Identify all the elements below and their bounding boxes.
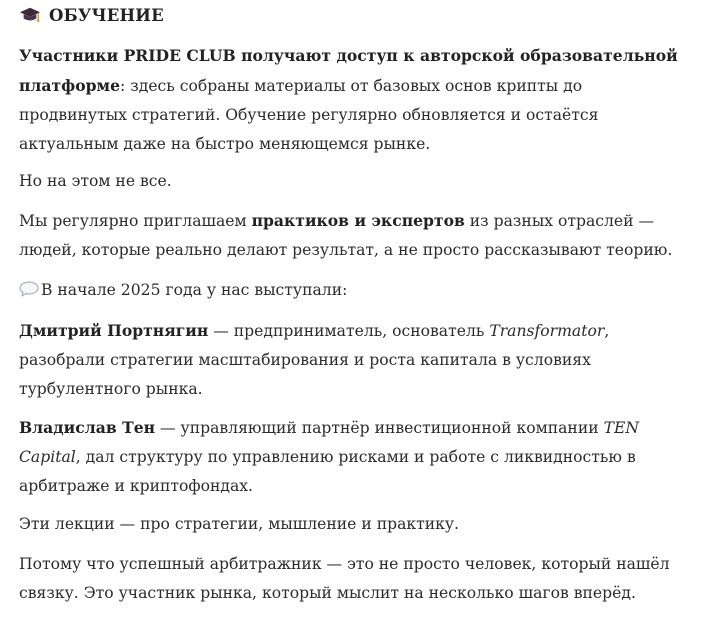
not-all-text: Но на этом не все.	[19, 172, 172, 190]
invite-bold-text: практиков и экспертов	[251, 211, 465, 230]
speaker-1-paragraph	[19, 316, 702, 404]
intro-line: актуальным даже на быстро меняющемся рынке.	[19, 135, 431, 153]
invite-line: людей, которые реально делают результат, а не просто рассказывают теорию.	[19, 241, 673, 259]
speakers-intro-text: В начале 2025 года у нас выступали:	[41, 281, 348, 299]
speaker-2-line: арбитраже и криптофондах.	[19, 477, 254, 495]
speaker-1-line: турбулентного рынка.	[19, 380, 203, 398]
speaker-2-text: , дал структуру по управлению рисками и работе с ликвидностью в	[75, 448, 636, 466]
intro-paragraph	[19, 41, 702, 159]
lectures-text: Эти лекции — про стратегии, мышление и практику.	[19, 515, 460, 533]
section-heading	[19, 3, 164, 27]
invite-paragraph	[19, 206, 702, 265]
closing-paragraph	[19, 550, 702, 608]
speaker-1-name: Дмитрий Портнягин	[19, 321, 209, 340]
intro-bold-text: Участники PRIDE CLUB получают доступ к авторской образовательной	[19, 46, 678, 65]
speaker-2-company: Capital	[19, 448, 76, 466]
speaker-1-company: Transformator	[489, 322, 605, 340]
intro-text: : здесь собраны материалы от базовых основ крипты до	[120, 77, 583, 95]
intro-bold-text-2: платформе	[19, 76, 121, 95]
closing-line: Потому что успешный арбитражник — это не просто человек, который нашёл	[19, 555, 670, 573]
speaker-1-text: ,	[604, 322, 610, 340]
closing-line: связку. Это участник рынка, который мыслит на несколько шагов вперёд.	[19, 584, 636, 602]
lectures-paragraph	[19, 510, 702, 539]
speech-bubble-icon	[19, 281, 39, 297]
speaker-2-paragraph	[19, 413, 702, 501]
section-title: ОБУЧЕНИЕ	[49, 5, 164, 25]
speaker-2-company: TEN	[603, 419, 640, 437]
graduation-cap-icon	[19, 5, 41, 25]
intro-line: продвинутых стратегий. Обучение регулярно обновляется и остаётся	[19, 106, 599, 124]
speakers-intro-paragraph	[19, 276, 702, 305]
speaker-2-name: Владислав Тен	[19, 418, 156, 437]
not-all-paragraph	[19, 167, 702, 196]
invite-text: из разных отраслей —	[464, 212, 655, 230]
invite-text: Мы регулярно приглашаем	[19, 212, 252, 230]
speaker-2-text: — управляющий партнёр инвестиционной компании	[155, 419, 604, 437]
speaker-1-line: разобрали стратегии масштабирования и роста капитала в условиях	[19, 351, 591, 369]
speaker-1-text: — предприниматель, основатель	[208, 322, 490, 340]
